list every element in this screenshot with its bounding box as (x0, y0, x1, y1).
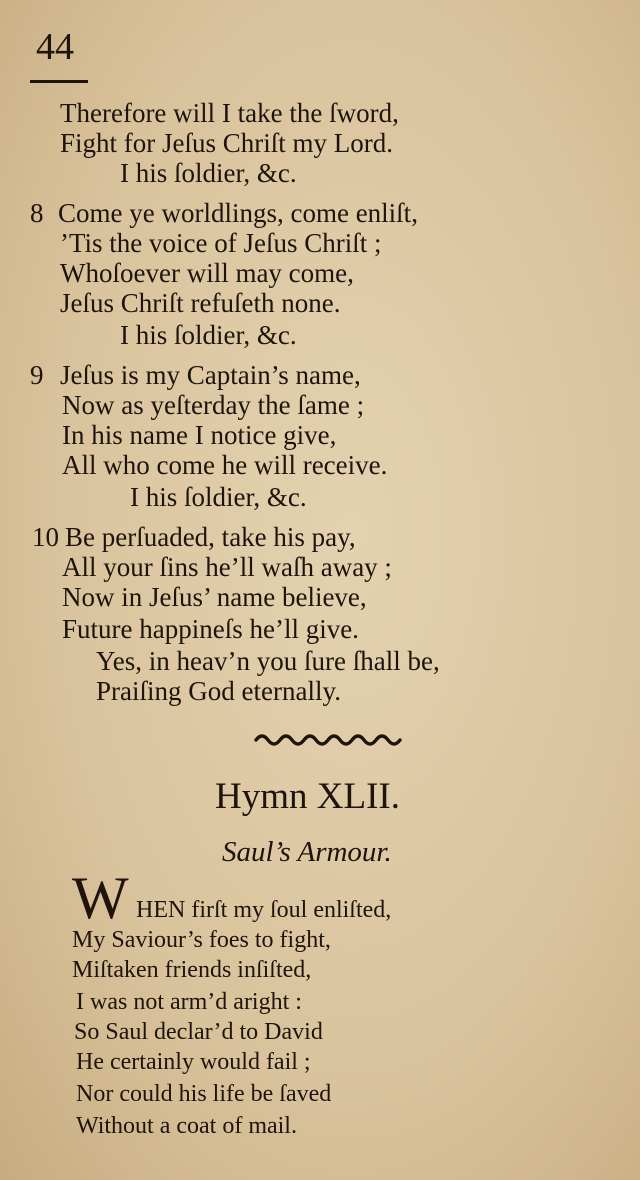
hymn-line: HEN firſt my ſoul enliſted, (136, 897, 392, 923)
hymn-title: Hymn XLII. (215, 776, 400, 817)
verse-line: Whoſoever will may come, (60, 258, 354, 288)
verse-line: Now as yeſterday the ſame ; (62, 390, 365, 420)
verse-line: ’Tis the voice of Jeſus Chriſt ; (60, 228, 382, 258)
verse-line: Fight for Jeſus Chriſt my Lord. (60, 128, 393, 158)
stanza-number: 10 (32, 522, 59, 552)
hymn-line: I was not arm’d aright : (76, 989, 302, 1015)
verse-line: In his name I notice give, (62, 420, 337, 450)
verse-line: Jeſus is my Captain’s name, (60, 360, 361, 390)
verse-line: Now in Jeſus’ name believe, (62, 582, 367, 612)
header-rule (30, 80, 88, 83)
hymn-subtitle: Saul’s Armour. (222, 836, 392, 868)
stanza-number: 8 (30, 198, 44, 228)
refrain-line: I his ſoldier, &c. (120, 158, 297, 188)
ornament-divider (254, 730, 402, 746)
closing-line: Yes, in heav’n you ſure ſhall be, (96, 646, 440, 676)
page-number: 44 (36, 26, 74, 68)
hymn-line: So Saul declar’d to David (74, 1019, 323, 1045)
hymn-line: Without a coat of mail. (76, 1113, 297, 1139)
hymn-line: My Saviour’s foes to fight, (72, 927, 331, 953)
verse-line: Come ye worldlings, come enliſt, (58, 198, 418, 228)
stanza-number: 9 (30, 360, 44, 390)
verse-line: Future happineſs he’ll give. (62, 614, 359, 644)
verse-line: All who come he will receive. (62, 450, 388, 480)
refrain-line: I his ſoldier, &c. (130, 482, 307, 512)
refrain-line: I his ſoldier, &c. (120, 320, 297, 350)
verse-line: Be perſuaded, take his pay, (65, 522, 356, 552)
hymn-line: Miſtaken friends inſiſted, (72, 957, 312, 983)
closing-line: Praiſing God eternally. (96, 676, 341, 706)
verse-line: Therefore will I take the ſword, (60, 98, 399, 128)
verse-line: All your ſins he’ll waſh away ; (62, 552, 392, 582)
hymn-line: He certainly would fail ; (76, 1049, 311, 1075)
hymn-line: Nor could his life be ſaved (76, 1081, 332, 1107)
drop-capital: W (72, 865, 129, 931)
verse-line: Jeſus Chriſt refuſeth none. (60, 288, 341, 318)
